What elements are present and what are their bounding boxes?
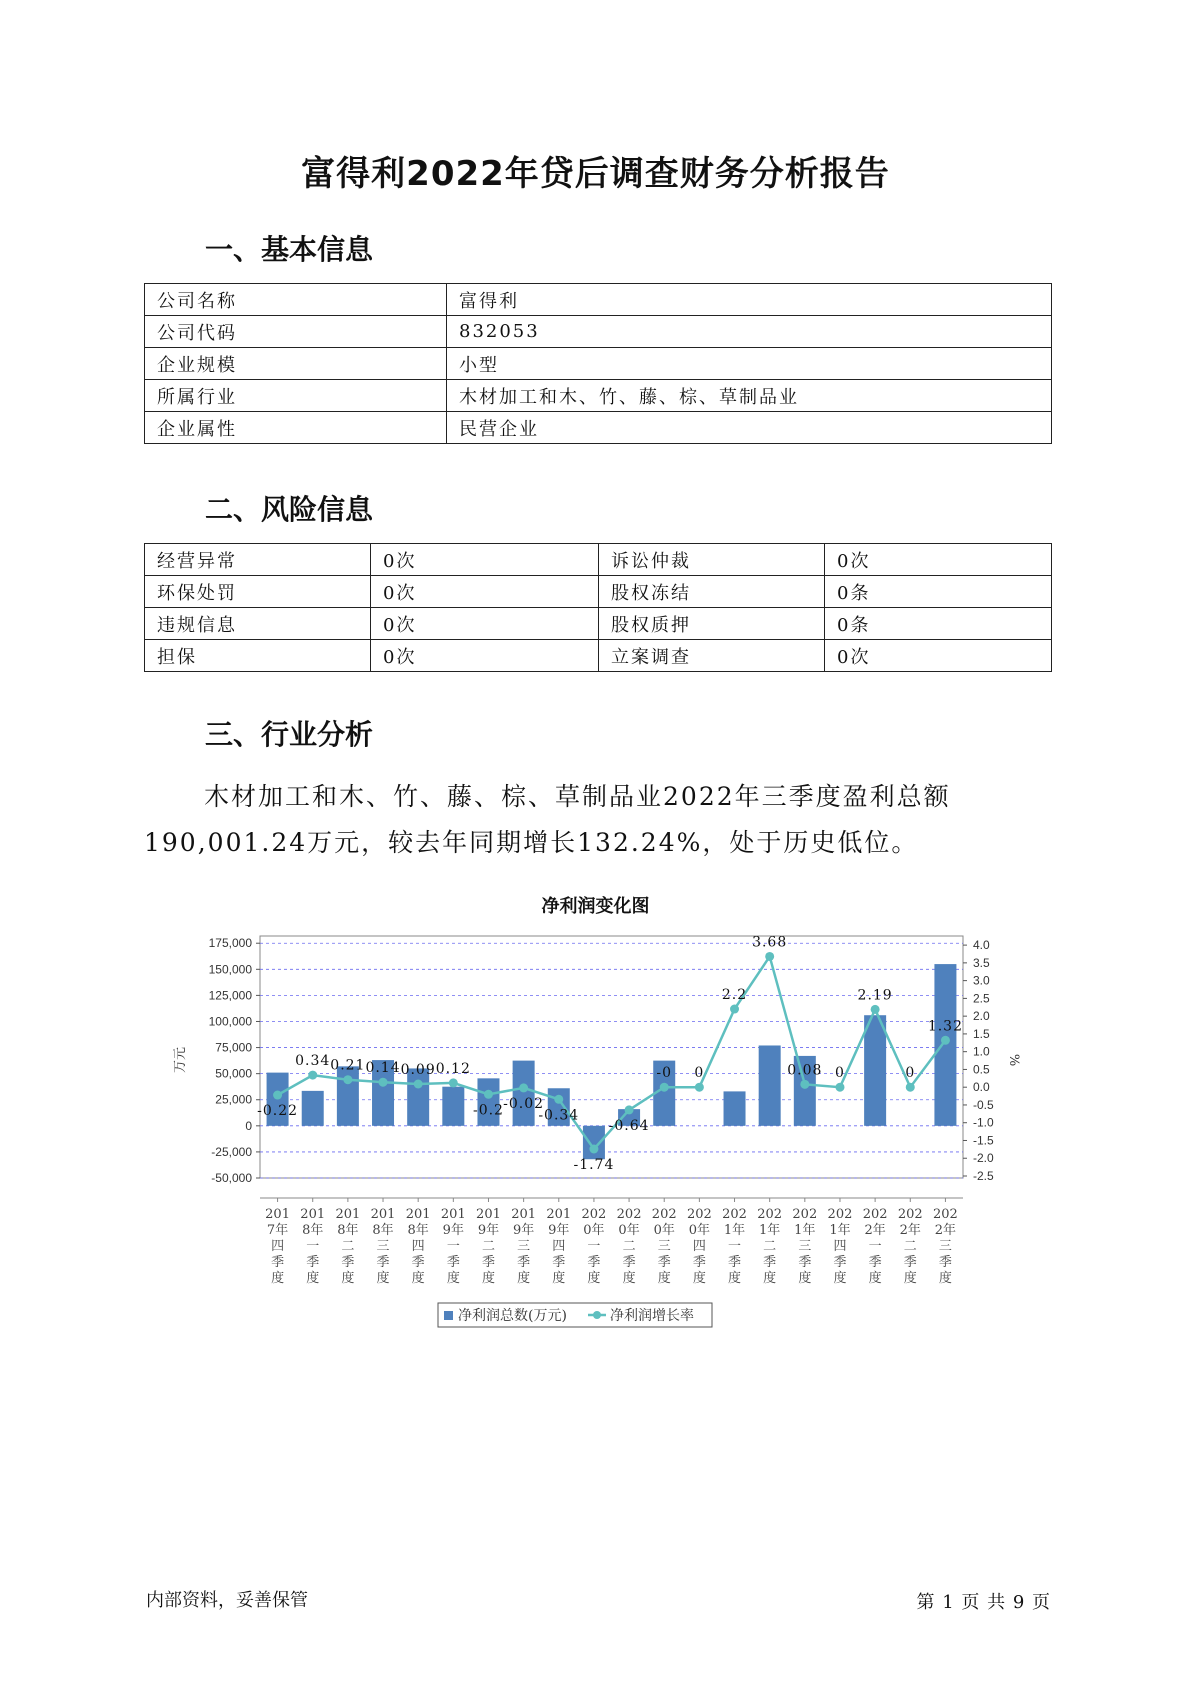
x-tick-label: 202 0年三季度 — [651, 1207, 677, 1286]
risk-info-value: 0条 — [825, 576, 1052, 608]
bar — [302, 1091, 324, 1126]
y2-tick-label: 1.5 — [973, 1026, 990, 1041]
industry-text-line1: 木材加工和木、竹、藤、棕、草制品业2022年三季度盈利总额 — [204, 782, 951, 811]
growth-rate-label: 2.2 — [721, 987, 748, 1004]
growth-rate-point — [695, 1083, 704, 1092]
growth-rate-point — [414, 1079, 423, 1088]
x-tick-label: 202 1年一季度 — [722, 1207, 747, 1286]
basic-info-value: 木材加工和木、竹、藤、棕、草制品业 — [447, 380, 1052, 412]
bar — [934, 964, 956, 1126]
x-tick-label: 202 0年一季度 — [581, 1207, 607, 1286]
y-tick-label: 100,000 — [208, 1014, 252, 1029]
x-tick-label: 201 9年三季度 — [511, 1207, 537, 1286]
risk-info-value: 0次 — [371, 576, 599, 608]
risk-info-label: 违规信息 — [145, 608, 371, 640]
growth-rate-label: -0.64 — [608, 1117, 650, 1134]
y-tick-label: 75,000 — [215, 1040, 252, 1055]
y2-tick-label: -0.5 — [973, 1097, 994, 1112]
basic-info-label: 企业属性 — [145, 412, 447, 444]
growth-rate-label: 0.08 — [787, 1062, 823, 1079]
growth-rate-label: -0.34 — [538, 1107, 580, 1124]
x-tick-label: 201 8年三季度 — [370, 1207, 396, 1286]
basic-info-row — [145, 348, 1052, 380]
x-tick-label: 202 2年二季度 — [897, 1207, 923, 1286]
legend-line-label: 净利润增长率 — [610, 1308, 694, 1324]
risk-info-label: 股权冻结 — [599, 576, 825, 608]
x-tick-label: 202 0年二季度 — [616, 1207, 642, 1286]
bar — [759, 1045, 781, 1125]
y2-tick-label: 2.0 — [973, 1009, 990, 1024]
x-tick-label: 202 1年四季度 — [827, 1207, 853, 1286]
risk-info-value: 0条 — [825, 608, 1052, 640]
risk-info-value: 0次 — [371, 608, 599, 640]
y2-tick-label: -2.0 — [973, 1151, 994, 1166]
y-tick-label: 25,000 — [215, 1092, 252, 1107]
x-tick-label: 201 8年四季度 — [405, 1207, 431, 1286]
growth-rate-label: -1.74 — [573, 1157, 615, 1174]
risk-info-label: 环保处罚 — [145, 576, 371, 608]
growth-rate-point — [589, 1145, 598, 1154]
risk-info-row — [145, 640, 1052, 672]
risk-info-table — [144, 543, 1052, 672]
risk-info-row — [145, 608, 1052, 640]
basic-info-label: 公司代码 — [145, 316, 447, 348]
growth-rate-point — [273, 1091, 282, 1100]
bar — [513, 1061, 535, 1126]
x-tick-label: 201 8年二季度 — [335, 1207, 361, 1286]
basic-info-row — [145, 380, 1052, 412]
growth-rate-point — [906, 1083, 915, 1092]
basic-info-label: 企业规模 — [145, 348, 447, 380]
growth-rate-label: 0.14 — [365, 1060, 401, 1077]
risk-info-row — [145, 576, 1052, 608]
growth-rate-point — [835, 1083, 844, 1092]
x-tick-label: 202 2年一季度 — [862, 1207, 888, 1286]
growth-rate-point — [308, 1071, 317, 1080]
y-tick-label: 150,000 — [208, 962, 252, 977]
legend-bar-swatch — [444, 1311, 453, 1320]
x-tick-label: 202 0年四季度 — [686, 1207, 712, 1286]
y2-tick-label: 0.0 — [973, 1080, 990, 1095]
growth-rate-point — [554, 1095, 563, 1104]
x-tick-label: 201 9年一季度 — [440, 1207, 466, 1286]
risk-info-value: 0次 — [371, 640, 599, 672]
growth-rate-label: 0.34 — [295, 1053, 331, 1070]
y-tick-label: -25,000 — [211, 1144, 252, 1159]
growth-rate-point — [941, 1036, 950, 1045]
y-tick-label: 0 — [245, 1118, 252, 1133]
basic-info-value: 小型 — [447, 348, 1052, 380]
section-basic-info: 一、基本信息 — [205, 233, 374, 266]
growth-rate-label: 0.09 — [400, 1061, 436, 1078]
growth-rate-label: 0.12 — [435, 1060, 471, 1077]
basic-info-row — [145, 316, 1052, 348]
industry-paragraph — [144, 774, 1054, 866]
growth-rate-label: 0 — [694, 1065, 705, 1082]
basic-info-table — [144, 283, 1052, 444]
growth-rate-point — [343, 1075, 352, 1084]
basic-info-row — [145, 284, 1052, 316]
bar — [583, 1126, 605, 1159]
basic-info-value: 富得利 — [447, 284, 1052, 316]
growth-rate-label: -0 — [656, 1065, 673, 1082]
growth-rate-point — [800, 1080, 809, 1089]
risk-info-label: 诉讼仲裁 — [599, 544, 825, 576]
growth-rate-point — [625, 1105, 634, 1114]
y2-tick-label: -2.5 — [973, 1169, 994, 1183]
y2-tick-label: 3.5 — [973, 955, 990, 970]
risk-info-value: 0次 — [825, 544, 1052, 576]
y2-tick-label: 4.0 — [973, 938, 990, 953]
y2-tick-label: -1.5 — [973, 1133, 994, 1148]
risk-info-label: 股权质押 — [599, 608, 825, 640]
legend-line-marker — [593, 1311, 601, 1319]
growth-rate-label: -0.22 — [257, 1103, 299, 1120]
growth-rate-point — [730, 1005, 739, 1014]
y-tick-label: 125,000 — [208, 988, 252, 1003]
growth-rate-label: 0.21 — [330, 1057, 366, 1074]
x-tick-label: 201 8年一季度 — [300, 1207, 326, 1286]
basic-info-row — [145, 412, 1052, 444]
x-tick-label: 201 9年四季度 — [546, 1207, 572, 1286]
bar — [724, 1091, 746, 1125]
x-tick-label: 202 2年三季度 — [933, 1207, 958, 1286]
bar — [864, 1015, 886, 1126]
growth-rate-point — [484, 1090, 493, 1099]
y2-tick-label: 0.5 — [973, 1062, 990, 1077]
basic-info-label: 公司名称 — [145, 284, 447, 316]
growth-rate-label: 0 — [835, 1065, 845, 1082]
basic-info-value: 832053 — [447, 316, 1052, 348]
y-tick-label: 50,000 — [215, 1066, 252, 1081]
report-title: 富得利2022年贷后调查财务分析报告 — [301, 154, 890, 194]
chart-title: 净利润变化图 — [541, 896, 650, 917]
y-tick-label: -50,000 — [211, 1171, 252, 1185]
risk-info-value: 0次 — [371, 544, 599, 576]
y2-tick-label: 3.0 — [973, 973, 990, 988]
growth-rate-point — [765, 952, 774, 961]
risk-info-label: 经营异常 — [145, 544, 371, 576]
growth-rate-label: 3.68 — [752, 934, 788, 951]
growth-rate-label: 1.32 — [927, 1018, 964, 1035]
x-tick-label: 201 9年二季度 — [476, 1207, 501, 1286]
x-tick-label: 201 7年四季度 — [265, 1207, 290, 1286]
net-profit-chart — [160, 920, 1040, 1350]
footer-confidential: 内部资料，妥善保管 — [146, 1590, 308, 1611]
growth-rate-label: 2.19 — [857, 987, 893, 1004]
growth-rate-label: -0.02 — [503, 1095, 545, 1112]
footer-page-number: 第 1 页 共 9 页 — [916, 1592, 1051, 1613]
risk-info-value: 0次 — [825, 640, 1052, 672]
basic-info-label: 所属行业 — [145, 380, 447, 412]
bar — [442, 1087, 464, 1126]
y-tick-label: 175,000 — [208, 936, 252, 951]
section-risk-info: 二、风险信息 — [205, 493, 374, 526]
risk-info-label: 立案调查 — [599, 640, 825, 672]
y2-tick-label: 1.0 — [973, 1044, 990, 1059]
growth-rate-point — [449, 1078, 458, 1087]
y2-axis-label: % — [1006, 1053, 1021, 1067]
industry-text-line2: 190,001.24万元，较去年同期增长132.24%，处于历史低位。 — [144, 828, 919, 857]
growth-rate-point — [379, 1078, 388, 1087]
risk-info-label: 担保 — [145, 640, 371, 672]
growth-rate-point — [871, 1005, 880, 1014]
growth-rate-label: -0.2 — [472, 1102, 504, 1119]
legend-bar-label: 净利润总数(万元) — [458, 1308, 567, 1324]
y2-tick-label: -1.0 — [973, 1115, 994, 1130]
y-axis-label: 万元 — [173, 1046, 188, 1074]
growth-rate-point — [660, 1083, 669, 1092]
growth-rate-label: 0 — [905, 1065, 916, 1082]
basic-info-value: 民营企业 — [447, 412, 1052, 444]
x-tick-label: 202 1年二季度 — [757, 1207, 783, 1286]
growth-rate-point — [519, 1083, 528, 1092]
y2-tick-label: 2.5 — [973, 991, 990, 1006]
section-industry-analysis: 三、行业分析 — [205, 718, 374, 751]
x-tick-label: 202 1年三季度 — [792, 1207, 818, 1286]
risk-info-row — [145, 544, 1052, 576]
